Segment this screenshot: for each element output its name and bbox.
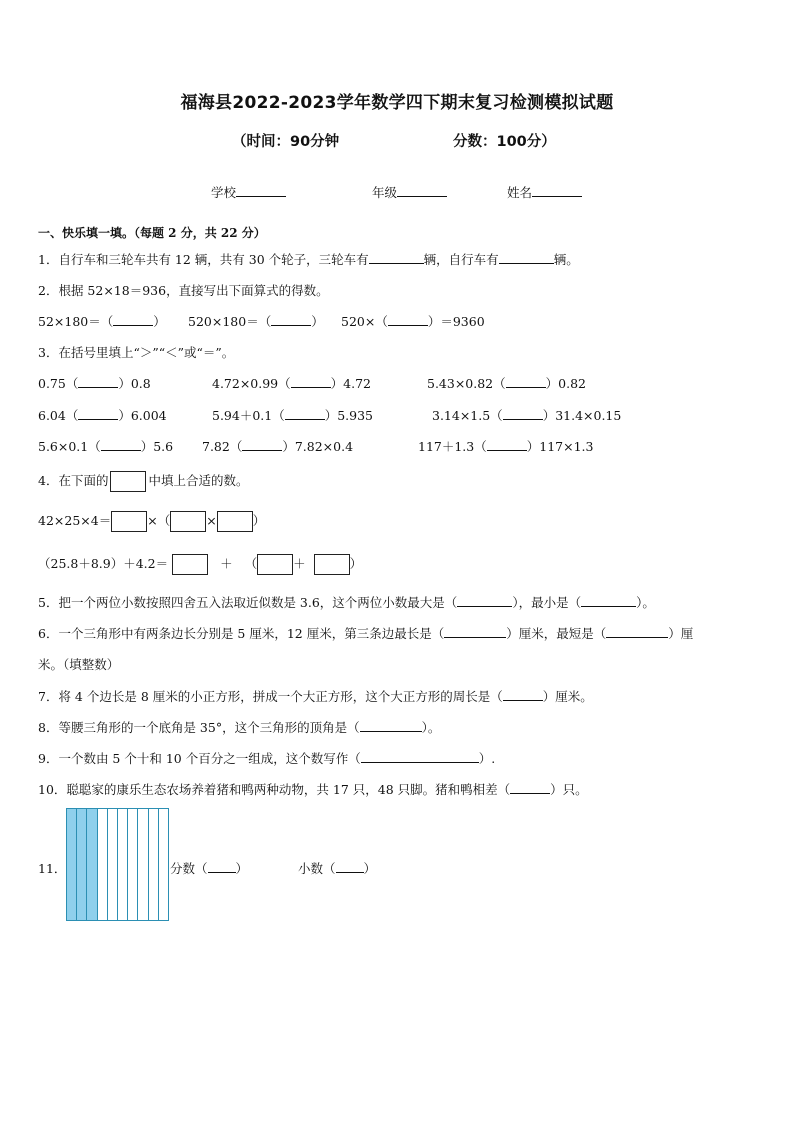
q3-item: 4.72×0.99（ ）4.72	[212, 376, 371, 391]
question-11-number: 11．	[38, 861, 67, 876]
grid-column-shaded	[67, 809, 77, 920]
question-6-cont: 米。（填整数）	[38, 657, 120, 672]
section-heading: 一、快乐填一填。（每题 2 分，共 22 分）	[38, 226, 266, 240]
school-blank[interactable]	[236, 184, 286, 197]
example-box	[110, 471, 146, 492]
answer-blank[interactable]	[581, 594, 636, 607]
grid-column	[98, 809, 108, 920]
answer-blank[interactable]	[360, 719, 422, 732]
decimal-grid-figure	[66, 808, 169, 921]
q3-item: 0.75（ ）0.8	[38, 376, 151, 391]
q2-item-1: 52×180＝（ ）	[38, 314, 166, 329]
q3-item: 5.43×0.82（ ）0.82	[427, 376, 586, 391]
school-field[interactable]	[211, 183, 286, 201]
answer-blank[interactable]	[369, 251, 424, 264]
answer-blank[interactable]	[78, 407, 118, 420]
question-7: 7．将 4 个边长是 8 厘米的小正方形，拼成一个大正方形，这个大正方形的周长是（ ）厘米。	[38, 689, 593, 704]
answer-blank[interactable]	[487, 438, 527, 451]
answer-blank[interactable]	[499, 251, 554, 264]
answer-box[interactable]	[111, 511, 147, 532]
q3-item: 117＋1.3（ ）117×1.3	[418, 439, 594, 454]
answer-blank[interactable]	[336, 860, 364, 873]
question-2: 2．根据 52×18＝936，直接写出下面算式的得数。	[38, 283, 329, 298]
q3-item: 6.04（ ）6.004	[38, 408, 167, 423]
q4-expression-1: 42×25×4＝ ×（ × ）	[38, 511, 265, 532]
question-3: 3．在括号里填上“＞”“＜”或“＝”。	[38, 345, 235, 360]
answer-box[interactable]	[217, 511, 253, 532]
answer-blank[interactable]	[457, 594, 512, 607]
school-label: 学校	[211, 185, 237, 200]
answer-blank[interactable]	[510, 781, 550, 794]
q3-item: 5.6×0.1（ ）5.6	[38, 439, 174, 454]
question-5: 5．把一个两位小数按照四舍五入法取近似数是 3.6，这个两位小数最大是（ ），最小是（ ）。	[38, 595, 655, 610]
answer-blank[interactable]	[285, 407, 325, 420]
answer-blank[interactable]	[503, 407, 543, 420]
name-blank[interactable]	[532, 184, 582, 197]
answer-blank[interactable]	[388, 313, 428, 326]
grid-column-shaded	[87, 809, 97, 920]
exam-time: （时间：90分钟	[232, 134, 340, 150]
exam-title: 福海县2022-2023学年数学四下期末复习检测模拟试题	[180, 93, 614, 113]
answer-blank[interactable]	[606, 625, 668, 638]
name-label: 姓名	[507, 185, 533, 200]
name-field[interactable]	[507, 183, 582, 201]
grid-column	[138, 809, 148, 920]
q2-item-2: 520×180＝（ ）	[188, 314, 324, 329]
q11-decimal: 小数（ ）	[298, 861, 377, 876]
grid-column	[128, 809, 138, 920]
answer-blank[interactable]	[208, 860, 236, 873]
grid-column	[149, 809, 159, 920]
answer-blank[interactable]	[503, 688, 543, 701]
q2-item-3: 520×（ ）＝9360	[341, 314, 485, 329]
answer-blank[interactable]	[444, 625, 506, 638]
answer-box[interactable]	[257, 554, 293, 575]
q3-item: 5.94＋0.1（ ）5.935	[212, 408, 374, 423]
question-9: 9．一个数由 5 个十和 10 个百分之一组成，这个数写作（ ）.	[38, 751, 496, 766]
answer-blank[interactable]	[113, 313, 153, 326]
question-6: 6．一个三角形中有两条边长分别是 5 厘米，12 厘米，第三条边最长是（ ）厘米，最短是（ ）厘	[38, 626, 694, 641]
question-4: 4．在下面的 中填上合适的数。	[38, 471, 248, 492]
answer-blank[interactable]	[78, 375, 118, 388]
q4-expression-2: （25.8＋8.9）＋4.2＝ ＋ （ ＋ ）	[38, 554, 362, 575]
answer-box[interactable]	[170, 511, 206, 532]
answer-box[interactable]	[172, 554, 208, 575]
grid-column	[108, 809, 118, 920]
answer-box[interactable]	[314, 554, 350, 575]
grade-label: 年级	[372, 185, 398, 200]
grade-field[interactable]	[372, 183, 447, 201]
question-1: 1．自行车和三轮车共有 12 辆，共有 30 个轮子，三轮车有 辆，自行车有 辆。	[38, 252, 579, 267]
grid-column	[159, 809, 168, 920]
q3-item: 7.82（ ）7.82×0.4	[202, 439, 354, 454]
grade-blank[interactable]	[397, 184, 447, 197]
question-10: 10．聪聪家的康乐生态农场养着猪和鸭两种动物，共 17 只，48 只脚。猪和鸭相差（ ）只。	[38, 782, 588, 797]
q11-fraction: 分数（ ）	[170, 861, 249, 876]
answer-blank[interactable]	[506, 375, 546, 388]
answer-blank[interactable]	[242, 438, 282, 451]
answer-blank[interactable]	[101, 438, 141, 451]
grid-column	[118, 809, 128, 920]
answer-blank[interactable]	[271, 313, 311, 326]
answer-blank[interactable]	[361, 750, 479, 763]
grid-column-shaded	[77, 809, 87, 920]
question-8: 8．等腰三角形的一个底角是 35°，这个三角形的顶角是（ ）。	[38, 720, 441, 735]
answer-blank[interactable]	[291, 375, 331, 388]
q3-item: 3.14×1.5（ ）31.4×0.15	[432, 408, 622, 423]
exam-score: 分数：100分）	[453, 134, 556, 150]
